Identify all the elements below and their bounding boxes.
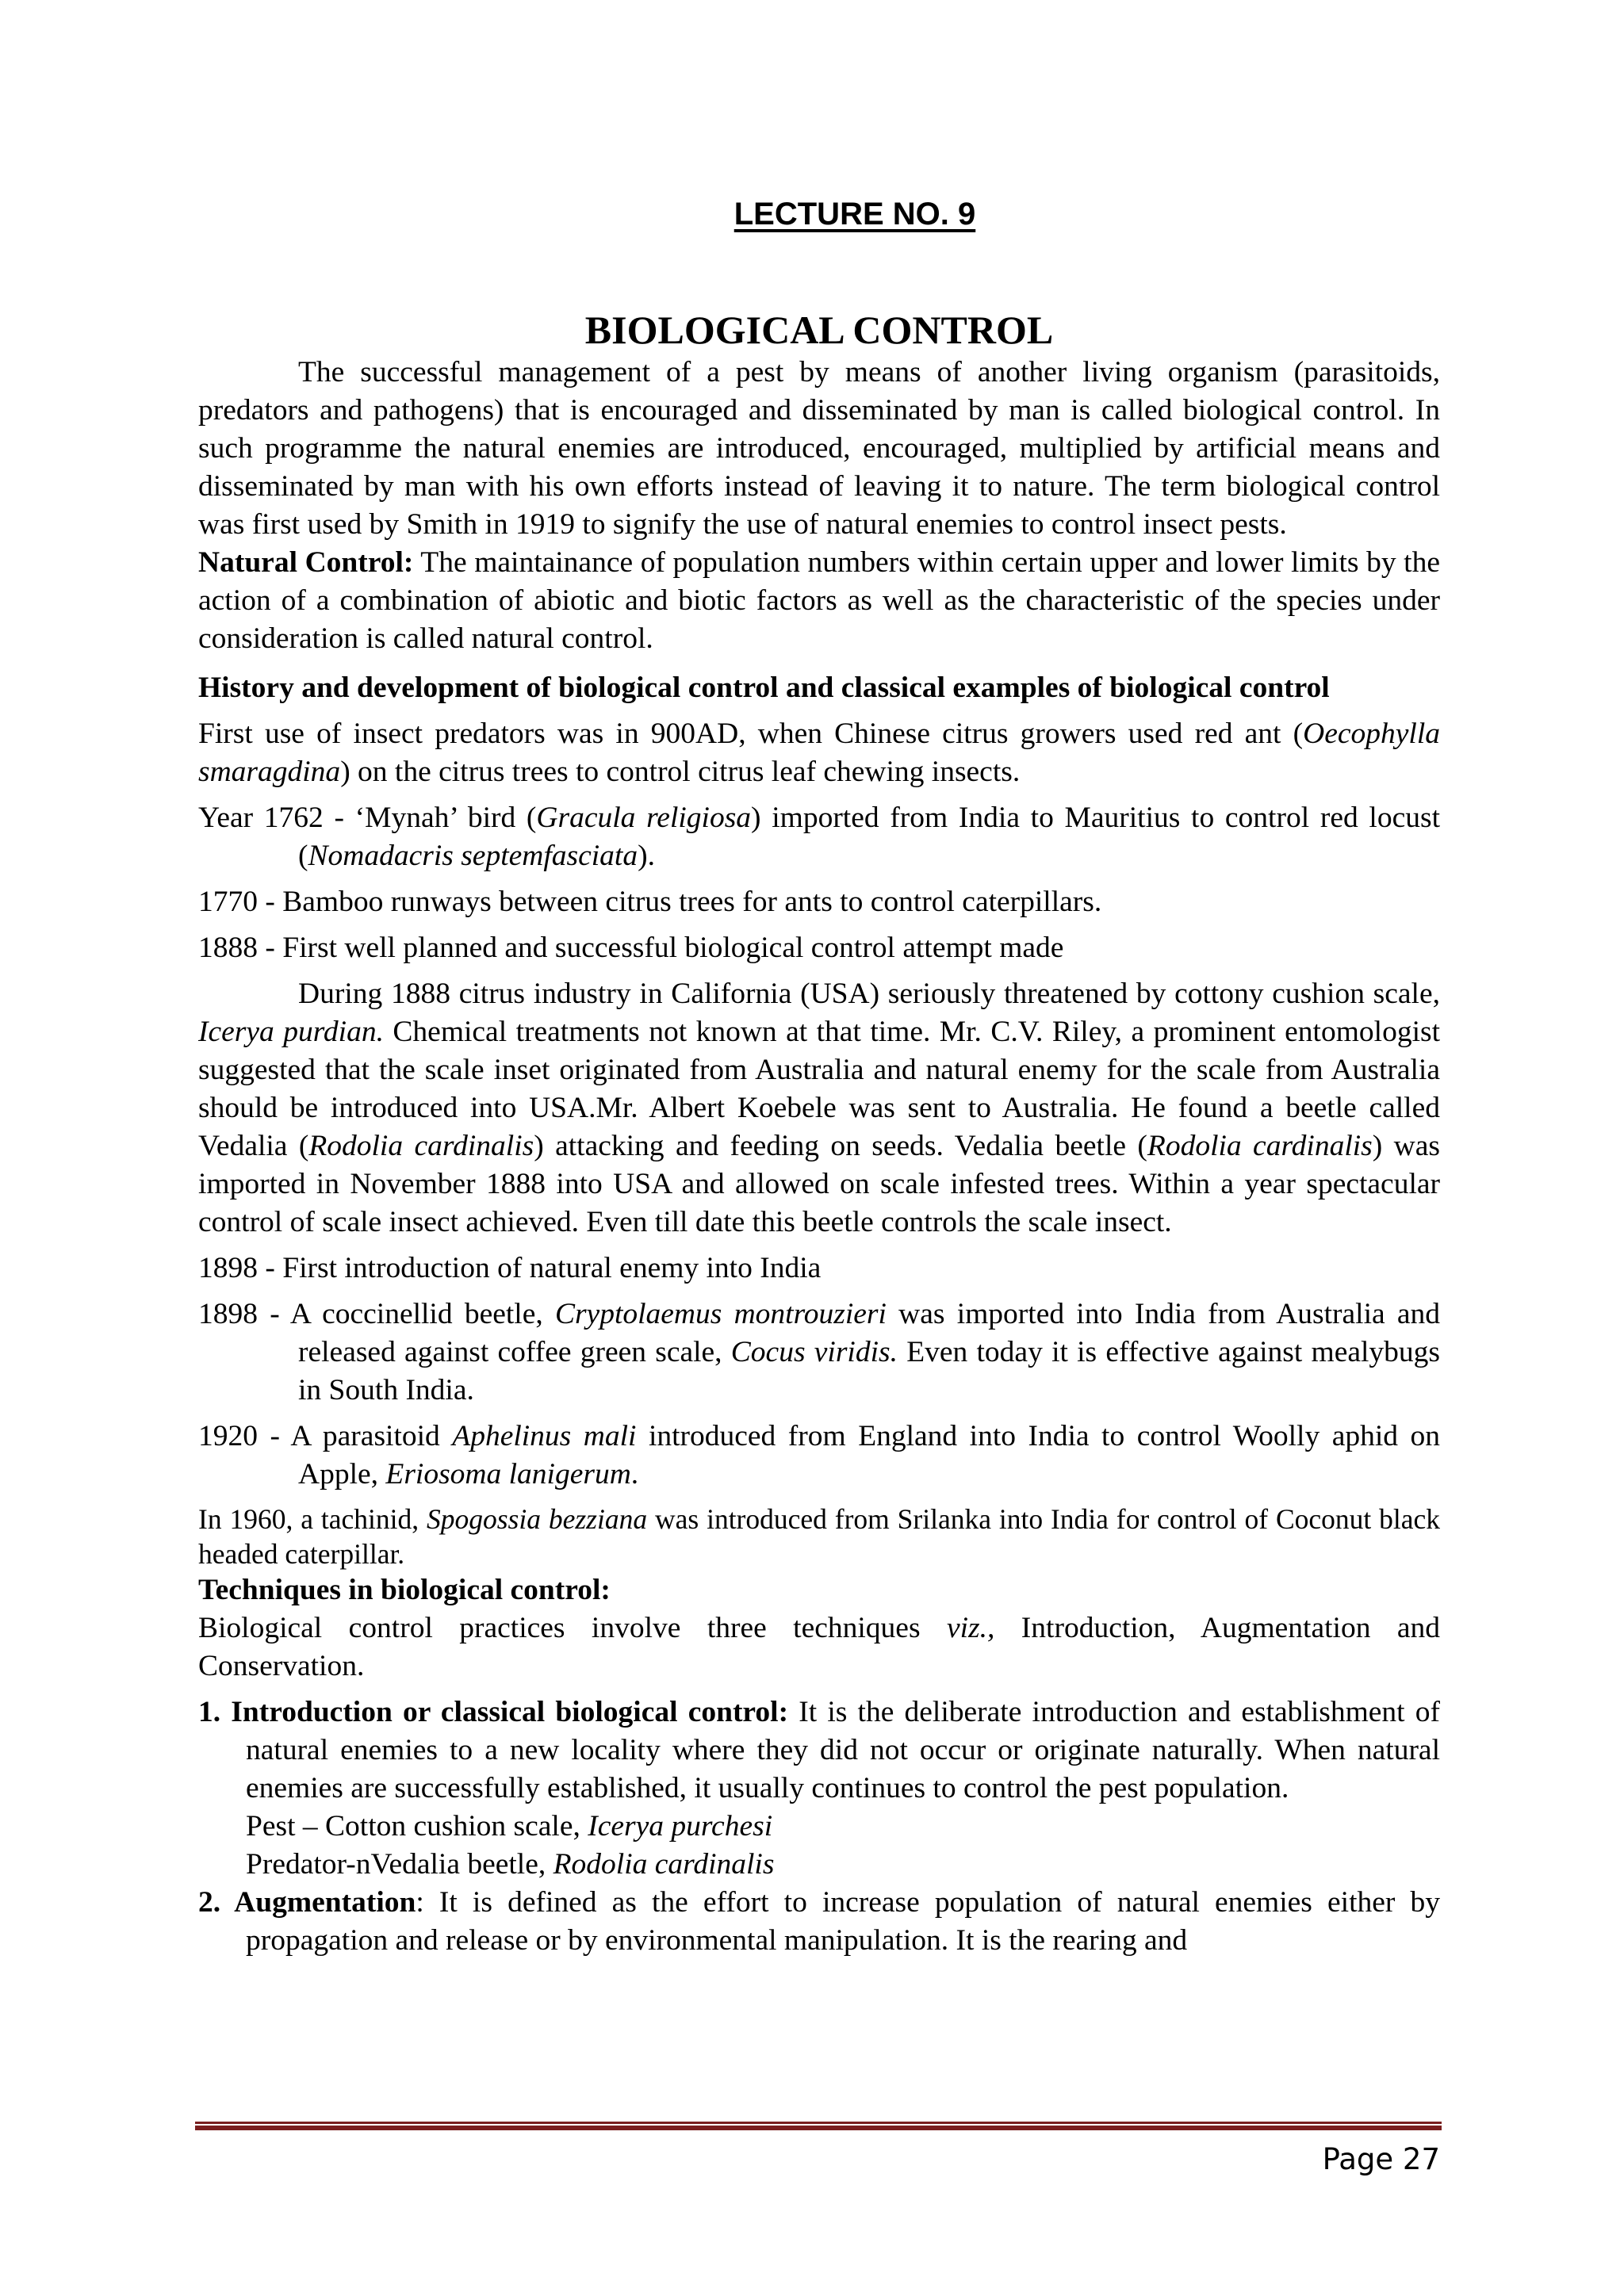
species-name: Icerya purdian. bbox=[198, 1016, 384, 1048]
species-name: Rodolia cardinalis bbox=[1147, 1130, 1373, 1162]
species-name: Cryptolaemus montrouzieri bbox=[554, 1298, 887, 1330]
history-1888-story bbox=[198, 975, 1440, 1242]
history-1762-text: Year 1762 - ‘Mynah’ bird ( bbox=[198, 802, 537, 834]
species-name: Spogossia bezziana bbox=[426, 1503, 648, 1535]
techniques-intro-text: Biological control practices involve three techniques bbox=[198, 1612, 947, 1644]
history-1920-text-end: . bbox=[630, 1458, 639, 1490]
techniques-heading-text: Techniques in biological control: bbox=[198, 1574, 611, 1606]
techniques-heading bbox=[198, 1571, 1440, 1609]
history-900ad bbox=[198, 715, 1440, 791]
predator-label: Predator-nVedalia beetle, bbox=[246, 1848, 553, 1881]
history-1920 bbox=[198, 1418, 1440, 1494]
technique-augmentation-text: : It is defined as the effort to increase population of natural enemies either by propagation and release or by environmental manipulation. It is the rearing and bbox=[246, 1886, 1440, 1957]
species-name: Icerya purchesi bbox=[588, 1810, 773, 1843]
natural-control-text: The maintainance of population numbers within certain upper and lower limits by the action of a combination of abiotic and biotic factors as well as the characteristic of the species under consideration is called natural control. bbox=[198, 546, 1440, 655]
techniques-intro-text-end: Introduction, Augmentation and Conservation. bbox=[198, 1612, 1441, 1682]
pest-label: Pest – Cotton cushion scale, bbox=[246, 1810, 588, 1843]
history-1770: 1770 - Bamboo runways between citrus trees for ants to control caterpillars. bbox=[198, 886, 1102, 918]
page-title: BIOLOGICAL CONTROL bbox=[584, 308, 1054, 352]
footer-divider-thick bbox=[195, 2126, 1442, 2130]
story-text: During 1888 citrus industry in California (USA) seriously threatened by cottony cushion scale, bbox=[298, 978, 1440, 1010]
species-name: Rodolia cardinalis bbox=[308, 1130, 534, 1162]
technique-introduction-predator bbox=[198, 1846, 1440, 1884]
technique-introduction-label: 1. Introduction or classical biological control: bbox=[198, 1696, 789, 1728]
technique-introduction bbox=[198, 1693, 1440, 1808]
species-name: Gracula religiosa bbox=[536, 802, 752, 834]
history-900ad-text: First use of insect predators was in 900AD, when Chinese citrus growers used red ant ( bbox=[198, 718, 1304, 750]
history-1960 bbox=[198, 1502, 1440, 1571]
species-name: Eriosoma lanigerum bbox=[385, 1458, 631, 1490]
story-text: Chemical treatments not known at that time. Mr. C.V. Riley, a prominent entomologist suggested that the scale inset originated from Australia and natural enemy for the scale from Australia should be introduced into USA.Mr. Albert Koebele was sent to Australia. He found a beetle called Vedalia ( bbox=[198, 1016, 1440, 1162]
techniques-intro bbox=[198, 1609, 1440, 1686]
document-page bbox=[198, 190, 1440, 1960]
history-1898-first: 1898 - First introduction of natural enemy into India bbox=[198, 1252, 822, 1284]
history-1960-text-end: was introduced from Srilanka into India for control of Coconut black headed caterpillar. bbox=[198, 1503, 1441, 1570]
species-name: Rodolia cardinalis bbox=[553, 1848, 775, 1881]
history-1920-text: 1920 - A parasitoid bbox=[198, 1420, 453, 1452]
lecture-number-heading: LECTURE NO. 9 bbox=[733, 197, 976, 232]
footer-divider-thin bbox=[195, 2122, 1442, 2124]
history-1898-text-end: Even today it is effective against mealybugs in South India. bbox=[298, 1336, 1440, 1406]
history-1898-coccinellid bbox=[198, 1295, 1440, 1410]
intro-paragraph: The successful management of a pest by means of another living organism (parasitoids, predators and pathogens) that is encouraged and disseminated by man is called biological control. In such programme the natural enemies are introduced, encouraged, multiplied by artificial means and disseminated by man with his own efforts instead of leaving it to nature. The term biological control was first used by Smith in 1919 to signify the use of natural enemies to control insect pests. bbox=[198, 356, 1440, 541]
history-1920-text-mid: introduced from England into India to control Woolly aphid on Apple, bbox=[298, 1420, 1441, 1490]
footer-divider bbox=[195, 2122, 1442, 2131]
viz-abbrev: viz., bbox=[946, 1612, 995, 1644]
technique-introduction-text: It is the deliberate introduction and establishment of natural enemies to a new locality where they did not occur or originate naturally. When natural enemies are successfully established, it usually continues to control the pest population. bbox=[246, 1696, 1440, 1804]
history-1898-text-mid: was imported into India from Australia and released against coffee green scale, bbox=[298, 1298, 1440, 1368]
story-text: ) attacking and feeding on seeds. Vedalia beetle ( bbox=[534, 1130, 1147, 1162]
technique-introduction-pest bbox=[198, 1808, 1440, 1846]
natural-control-label: Natural Control: bbox=[198, 546, 414, 579]
history-heading: History and development of biological control and classical examples of biological control bbox=[198, 672, 1330, 704]
history-1762-text-end: ). bbox=[638, 840, 655, 872]
natural-control-paragraph bbox=[198, 544, 1440, 658]
story-text: ) was imported in November 1888 into USA and allowed on scale infested trees. Within a year spectacular control of scale insect achieved. Even till date this beetle controls the scale insect. bbox=[198, 1130, 1440, 1238]
history-1762-text-mid: ) imported from India to Mauritius to control red locust ( bbox=[298, 802, 1440, 872]
history-1888: 1888 - First well planned and successful biological control attempt made bbox=[198, 932, 1064, 964]
species-name: Aphelinus mali bbox=[452, 1420, 637, 1452]
page-number: Page 27 bbox=[1322, 2142, 1440, 2176]
history-1960-text: In 1960, a tachinid, bbox=[198, 1503, 427, 1535]
species-name: Cocus viridis. bbox=[730, 1336, 898, 1368]
species-name: Nomadacris septemfasciata bbox=[308, 840, 638, 872]
species-name: Oecophylla smaragdina bbox=[198, 718, 1440, 788]
history-900ad-text-end: ) on the citrus trees to control citrus leaf chewing insects. bbox=[340, 756, 1021, 788]
technique-augmentation bbox=[198, 1884, 1440, 1960]
history-1898-text: 1898 - A coccinellid beetle, bbox=[198, 1298, 555, 1330]
history-1762 bbox=[198, 799, 1440, 875]
technique-augmentation-label: 2. Augmentation bbox=[198, 1886, 416, 1919]
